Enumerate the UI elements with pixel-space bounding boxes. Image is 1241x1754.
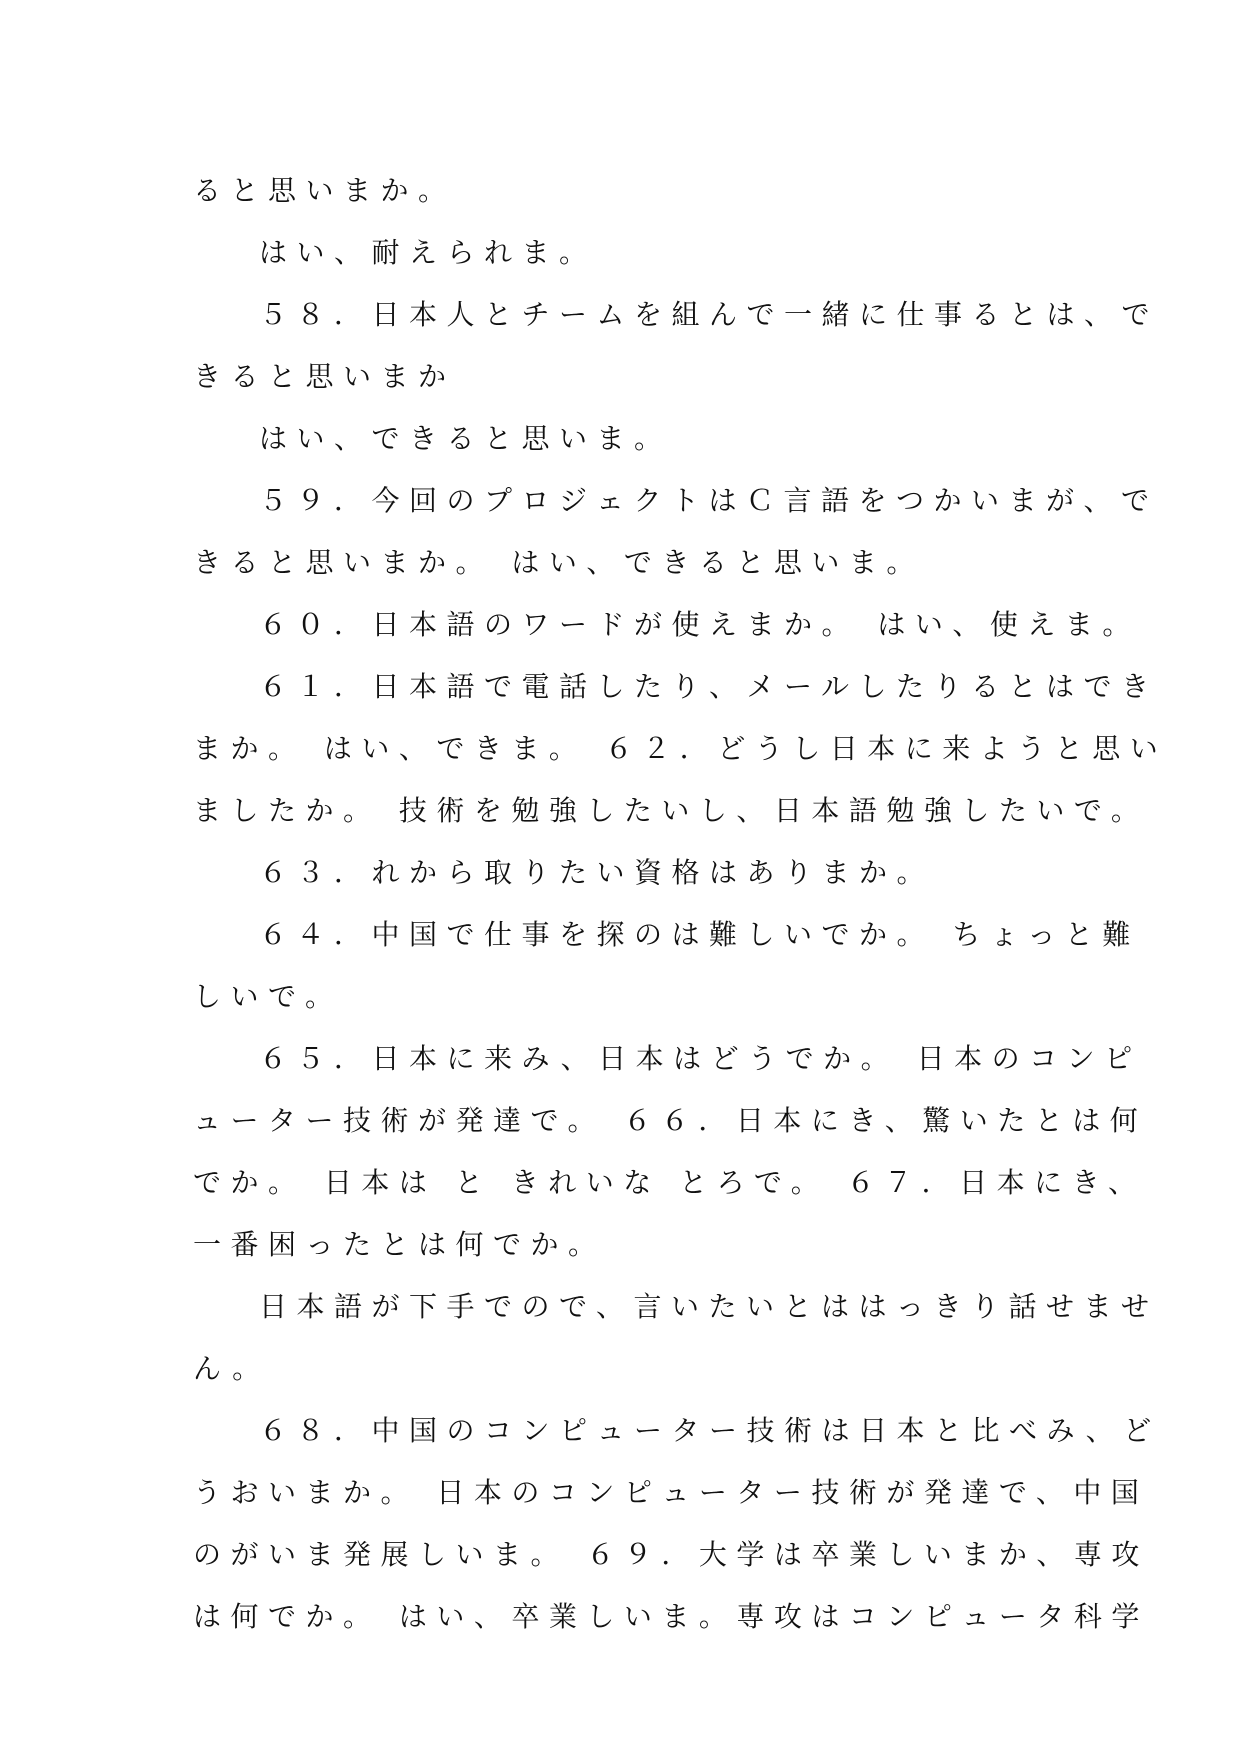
text-line: ６４．中国で仕事を探のは難しいでか。 ちょっと難 [259,918,1140,951]
text-line: ん。 [193,1352,270,1385]
text-line: は何でか。 はい、卒業しいま。専攻はコンピュータ科学 [193,1600,1149,1633]
text-line: うおいまか。 日本のコンピューター技術が発達で、中国 [193,1476,1149,1509]
text-line: ６０．日本語のワードが使えまか。 はい、使えま。 [259,608,1140,641]
text-line: でか。 日本は と きれいな とろで。 ６７．日本にき、 [193,1166,1146,1199]
text-line: きると思いまか [193,360,456,393]
text-line: ６５．日本に来み、日本はどうでか。 日本のコンピ [259,1042,1142,1075]
text-line: ると思いまか。 [193,174,456,207]
text-line: 日本語が下手でので、言いたいとははっきり話せませ [259,1290,1159,1323]
text-line: ６３．れから取りたい資格はありまか。 [259,856,935,889]
text-line: 一番困ったとは何でか。 [193,1228,606,1261]
text-line: しいで。 [193,980,343,1013]
text-line: まか。 はい、できま。 ６２．どうし日本に来ようと思い [193,732,1168,765]
text-line: のがいま発展しいま。 ６９．大学は卒業しいまか、専攻 [193,1538,1149,1571]
text-line: ５８．日本人とチームを組んで一緒に仕事るとは、で [259,298,1160,331]
text-line: はい、できると思いま。 [259,422,672,455]
text-line: ましたか。 技術を勉強したいし、日本語勉強したいで。 [193,794,1149,827]
text-line: ５９．今回のプロジェクトはＣ言語をつかいまが、で [259,484,1159,517]
text-line: ６１．日本語で電話したり、メールしたりるとはでき [259,670,1159,703]
text-line: ６８．中国のコンピューター技術は日本と比べみ、ど [259,1414,1161,1447]
text-line: はい、耐えられま。 [259,236,597,269]
text-line: ューター技術が発達で。 ６６．日本にき、驚いたとは何 [193,1104,1148,1137]
text-line: きると思いまか。 はい、できると思いま。 [193,546,924,579]
body-text [193,160,1168,1648]
